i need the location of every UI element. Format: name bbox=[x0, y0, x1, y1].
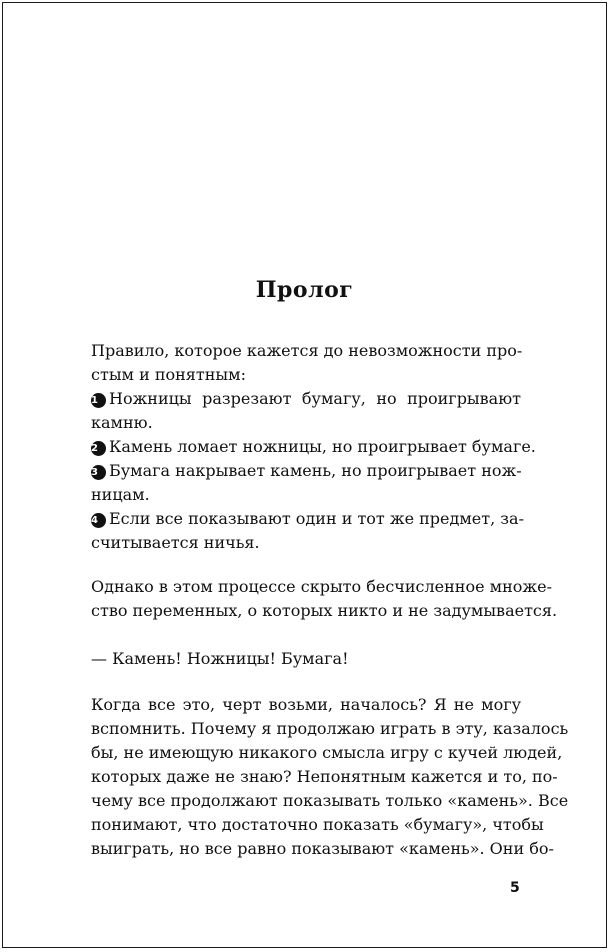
rule-3-text: Бумага накрывает камень, но проигрывает нож- bbox=[109, 461, 522, 480]
paragraph-2-line-1: Однако в этом процессе скрыто бесчисленное множе- bbox=[91, 577, 552, 596]
rule-4-text: Если все показывают один и тот же предмет, за- bbox=[109, 509, 524, 528]
rule-2-number-badge: 2 bbox=[91, 441, 106, 456]
rule-1-line-2: камню. bbox=[91, 413, 153, 432]
paragraph-1-line-1: Правило, которое кажется до невозможности про- bbox=[91, 341, 523, 360]
paragraph-3-line-6: понимают, что достаточно показать «бумагу», чтобы bbox=[91, 815, 544, 834]
dialog-line: — Камень! Ножницы! Бумага! bbox=[91, 649, 349, 668]
rule-3-line-2: ницам. bbox=[91, 485, 150, 504]
paragraph-3-line-3: бы, не имеющую никакого смысла игру с кучей людей, bbox=[91, 743, 563, 762]
rule-4-line-2: считывается ничья. bbox=[91, 533, 260, 552]
paragraph-3-line-7: выиграть, но все равно показывают «камень». Они бо- bbox=[91, 839, 554, 858]
paragraph-3-line-1: Когда все это, черт возьми, началось? Я не могу bbox=[91, 695, 521, 714]
rule-1-text: Ножницы разрезают бумагу, но проигрывают bbox=[109, 389, 521, 408]
rule-2-line-1 bbox=[91, 437, 536, 457]
paragraph-3-line-2: вспомнить. Почему я продолжаю играть в эту, казалось bbox=[91, 719, 569, 738]
book-page bbox=[2, 2, 607, 948]
paragraph-3-line-5: чему все продолжают показывать только «камень». Все bbox=[91, 791, 569, 810]
page-number: 5 bbox=[510, 880, 520, 896]
rule-3-number-badge: 3 bbox=[91, 465, 106, 480]
paragraph-2-line-2: ство переменных, о которых никто и не задумывается. bbox=[91, 601, 558, 620]
rule-1-number-badge: 1 bbox=[91, 393, 106, 408]
rule-1-line-1 bbox=[91, 389, 521, 409]
rule-2-text: Камень ломает ножницы, но проигрывает бумаге. bbox=[109, 437, 536, 456]
rule-4-number-badge: 4 bbox=[91, 513, 106, 528]
paragraph-3-line-4: которых даже не знаю? Непонятным кажется и то, по- bbox=[91, 767, 558, 786]
chapter-title: Пролог bbox=[255, 277, 354, 303]
paragraph-1-line-2: стым и понятным: bbox=[91, 365, 246, 384]
rule-4-line-1 bbox=[91, 509, 524, 529]
rule-3-line-1 bbox=[91, 461, 521, 481]
